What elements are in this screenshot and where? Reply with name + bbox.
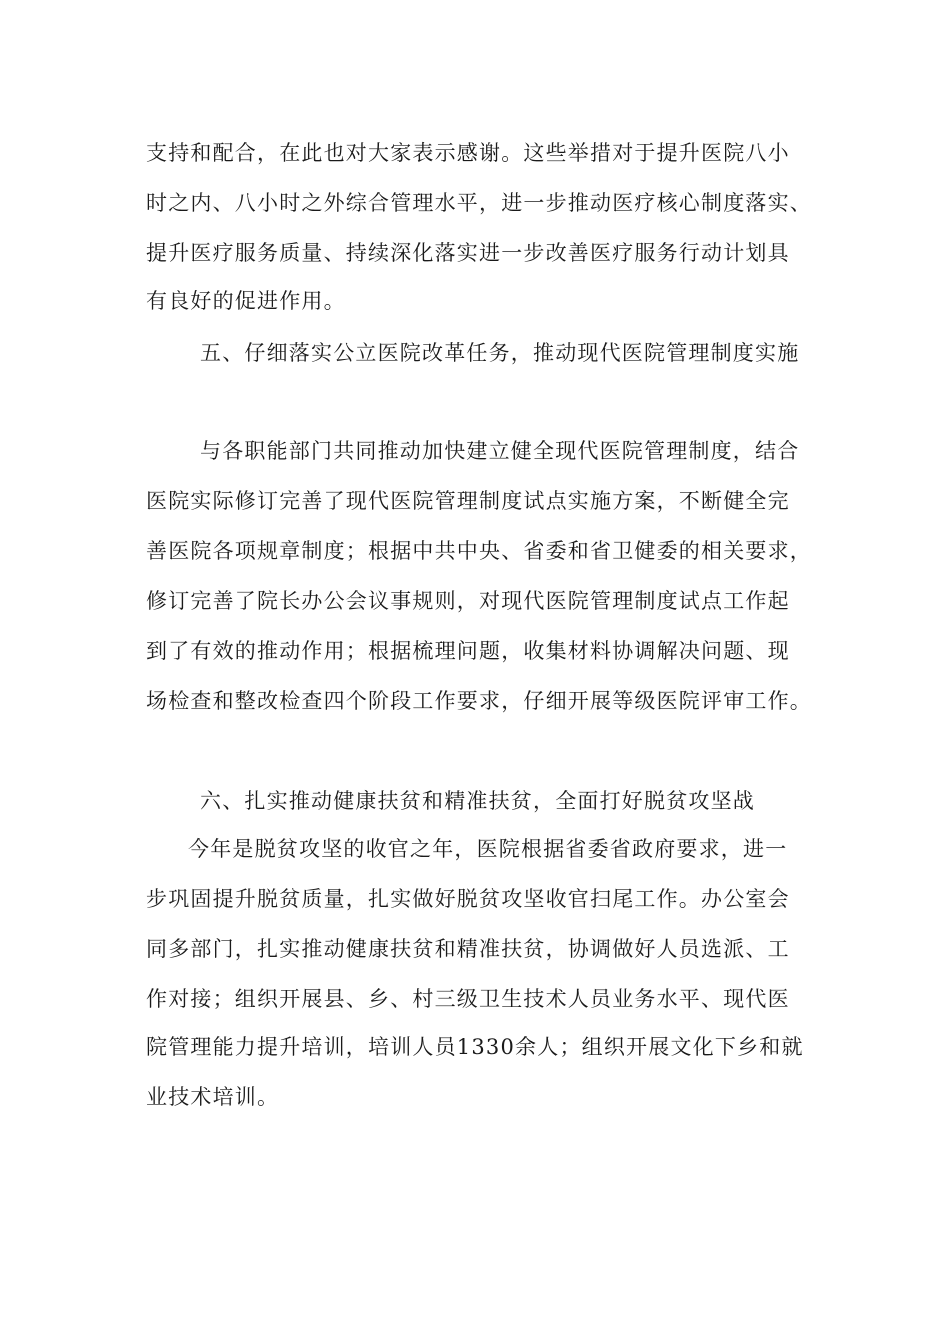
paragraph-line: 修订完善了院长办公会议事规则，对现代医院管理制度试点工作起 [146, 589, 790, 613]
paragraph-line: 同多部门，扎实推动健康扶贫和精准扶贫，协调做好人员选派、工 [146, 937, 790, 961]
section-heading-5: 五、仔细落实公立医院改革任务，推动现代医院管理制度实施 [200, 341, 800, 365]
section-heading-6: 六、扎实推动健康扶贫和精准扶贫，全面打好脱贫攻坚战 [200, 789, 755, 813]
paragraph-line: 与各职能部门共同推动加快建立健全现代医院管理制度，结合 [200, 439, 800, 463]
paragraph-line: 院管理能力提升培训，培训人员1330余人；组织开展文化下乡和就 [146, 1035, 804, 1059]
paragraph-line: 作对接；组织开展县、乡、村三级卫生技术人员业务水平、现代医 [146, 987, 790, 1011]
paragraph-line: 今年是脱贫攻坚的收官之年，医院根据省委省政府要求，进一 [188, 837, 788, 861]
paragraph-line: 步巩固提升脱贫质量，扎实做好脱贫攻坚收官扫尾工作。办公室会 [146, 887, 790, 911]
paragraph-line: 有良好的促进作用。 [146, 289, 346, 313]
paragraph-line: 善医院各项规章制度；根据中共中央、省委和省卫健委的相关要求， [146, 539, 812, 563]
paragraph-line: 时之内、八小时之外综合管理水平，进一步推动医疗核心制度落实、 [146, 191, 812, 215]
paragraph-line: 提升医疗服务质量、持续深化落实进一步改善医疗服务行动计划具 [146, 241, 790, 265]
paragraph-line: 医院实际修订完善了现代医院管理制度试点实施方案，不断健全完 [146, 489, 790, 513]
paragraph-line: 业技术培训。 [146, 1085, 280, 1109]
paragraph-line: 场检查和整改检查四个阶段工作要求，仔细开展等级医院评审工作。 [146, 689, 812, 713]
paragraph-line: 支持和配合，在此也对大家表示感谢。这些举措对于提升医院八小 [146, 141, 790, 165]
paragraph-line: 到了有效的推动作用；根据梳理问题，收集材料协调解决问题、现 [146, 639, 790, 663]
